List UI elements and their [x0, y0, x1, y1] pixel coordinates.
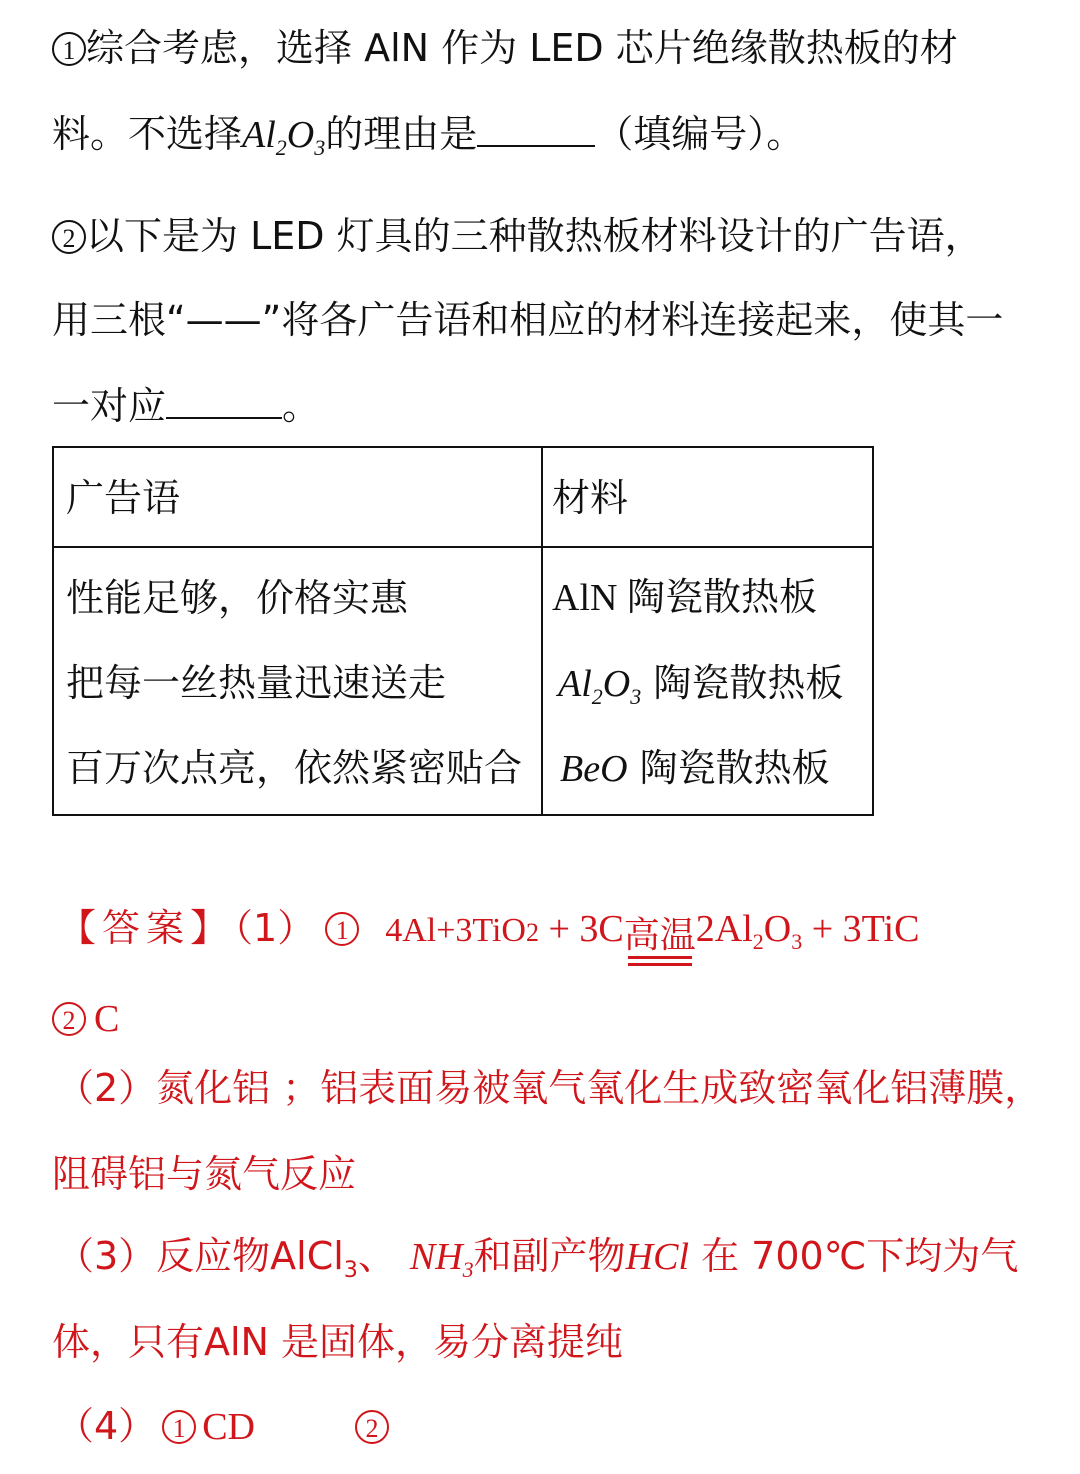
slogan-material-table [52, 446, 874, 816]
material-al2o3: $Al_2O_3$ 陶瓷散热板 [558, 661, 844, 709]
question-part1-text: 综合考虑，选择 AlN 作为 LED 芯片绝缘散热板的材 [86, 26, 958, 70]
answer-line-4 [52, 1150, 356, 1198]
answer-circle-4a: 1 [162, 1410, 196, 1444]
answer-part3-line2: 体，只有AlN 是固体，易分离提纯 [52, 1320, 624, 1364]
question-line-3 [52, 212, 983, 260]
question-line-1 [52, 24, 958, 72]
table-column-divider [541, 448, 543, 814]
question-part2-line1: 以下是为 LED 灯具的三种散热板材料设计的广告语， [86, 214, 983, 258]
answer-circle-4b: 2 [355, 1410, 389, 1444]
question-part1-line2-suffix: （填编号）。 [595, 112, 805, 156]
answer-part4-prefix: （4） [56, 1404, 157, 1448]
answer-line-7 [56, 1402, 389, 1451]
table-header-slogan: 广告语 [66, 476, 181, 520]
question-line-4 [52, 296, 1003, 344]
answer-part2-line1: （2）氮化铝 ；铝表面易被氧气氧化生成致密氧化铝薄膜， [56, 1066, 1043, 1110]
slogan-3: 百万次点亮，依然紧密贴合 [66, 746, 523, 790]
question-part1-line2-prefix: 料。不选择 [52, 112, 243, 156]
answer-part1-label: （1） [234, 906, 316, 950]
material-beo: BeO 陶瓷散热板 [560, 746, 830, 790]
answer-part4-a: CD [202, 1406, 255, 1448]
answer-blank-1[interactable] [477, 115, 595, 147]
answer-part1-2: C [94, 998, 120, 1040]
answer-circle-1: 1 [325, 912, 359, 946]
equation-condition: 高温 [624, 918, 696, 966]
question-line-5 [52, 382, 320, 430]
answer-part3-prefix: （3）反应物AlCl [56, 1234, 344, 1278]
formula-hcl: HCl [625, 1236, 690, 1278]
question-part2-line3-suffix: 。 [282, 384, 321, 428]
answer-line-1 [58, 904, 919, 966]
question-line-2 [52, 110, 804, 172]
slogan-2: 把每一丝热量迅速送走 [66, 661, 447, 705]
formula-nh3: $NH_3$ [409, 1236, 474, 1282]
question-part2-line3-prefix: 一对应 [52, 384, 167, 428]
equation-left: 4Al+3TiO2 [385, 912, 539, 949]
question-part2-line2: 用三根“——”将各广告语和相应的材料连接起来，使其一 [52, 298, 1004, 342]
answer-line-6 [52, 1318, 623, 1366]
equation-plus: + 3C [538, 908, 624, 950]
table-header-material: 材料 [552, 476, 629, 520]
circled-number-1: 1 [52, 32, 86, 66]
answer-part2-line2: 阻碍铝与氮气反应 [52, 1152, 357, 1196]
material-aln: AlN 陶瓷散热板 [552, 577, 817, 619]
formula-al2o3: $Al_2O_3$ [242, 114, 326, 160]
answer-line-2 [52, 994, 119, 1043]
circled-number-2: 2 [52, 220, 86, 254]
answer-label: 【答案】 [58, 906, 235, 950]
answer-line-5: （3）反应物AlCl$_3$、 $NH_3$和副产物HCl 在 700℃下均为气 [56, 1234, 1019, 1283]
answer-circle-2: 2 [52, 1002, 86, 1036]
question-part1-line2-mid: 的理由是 [325, 112, 478, 156]
equation-right: $2Al_2O_3 + 3TiC$ [695, 908, 920, 954]
slogan-1: 性能足够，价格实惠 [66, 576, 409, 620]
answer-line-3 [56, 1064, 1042, 1112]
table-header-divider [54, 546, 872, 548]
answer-blank-2[interactable] [166, 387, 282, 419]
